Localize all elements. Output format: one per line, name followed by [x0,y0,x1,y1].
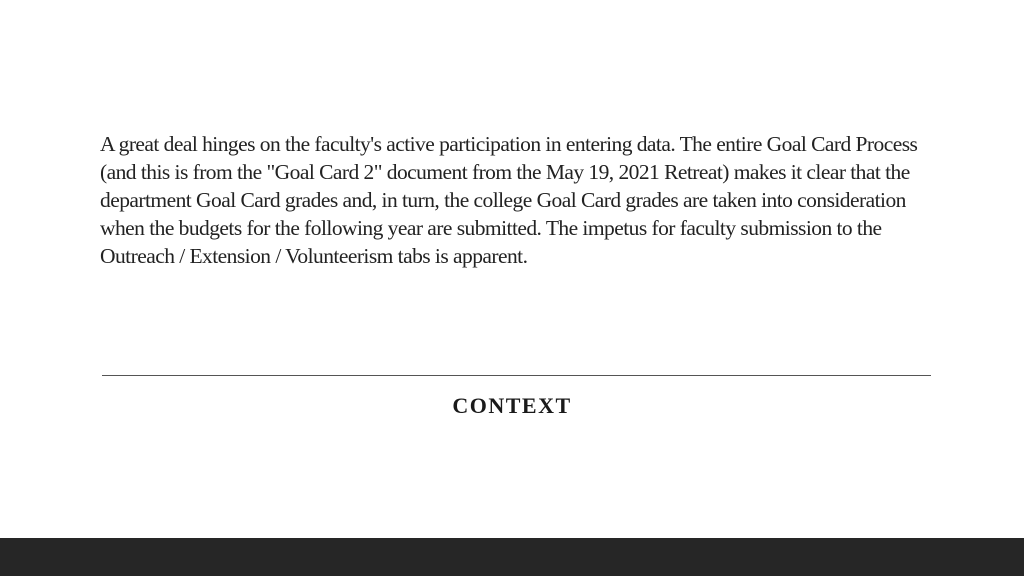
footer-bar [0,538,1024,576]
slide-body-text: A great deal hinges on the faculty's active participation in entering data. The entire Goal Card Process (and this is from the "Goal Card 2" document from the May 19, 2021 Retreat) makes it clear that the department Goal Card grades and, in turn, the college Goal Card grades are taken into consideration when the budgets for the following year are submitted. The impetus for faculty submission to the Outreach / Extension / Volunteerism tabs is apparent. [100,132,918,268]
section-title: CONTEXT [452,393,572,418]
horizontal-divider [102,375,931,376]
